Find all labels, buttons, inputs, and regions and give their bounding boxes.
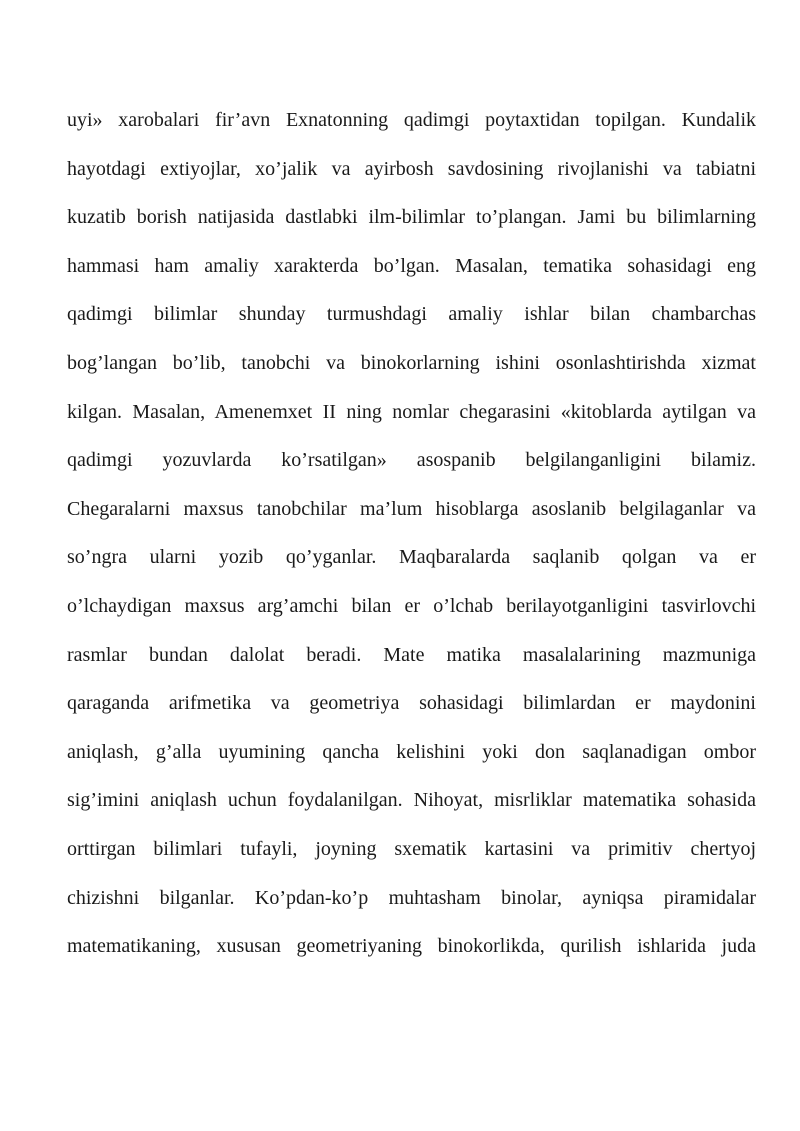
text-line: sig’imini aniqlash uchun foydalanilgan. Nihoyat, misrliklar matematika sohasida (67, 789, 756, 812)
body-text (67, 102, 756, 977)
text-line: hayotdagi extiyojlar, xo’jalik va ayirbosh savdosining rivojlanishi va tabiatni (67, 157, 756, 180)
text-line: uyi» xarobalari fir’avn Exnatonning qadimgi poytaxtidan topilgan. Kundalik (67, 109, 756, 131)
text-line: so’ngra ularni yozib qo’yganlar. Maqbaralarda saqlanib qolgan va er (67, 546, 756, 569)
text-line: aniqlash, g’alla uyumining qancha kelishini yoki don saqlanadigan ombor (67, 740, 756, 763)
text-line: o’lchaydigan maxsus arg’amchi bilan er o’lchab berilayotganligini tasvirlovchi (67, 594, 756, 617)
text-line: Chegaralarni maxsus tanobchilar ma’lum hisoblarga asoslanib belgilaganlar va (67, 497, 756, 520)
text-line: matematikaning, xususan geometriyaning binokorlikda, qurilish ishlarida juda (67, 935, 756, 958)
text-line: chizishni bilganlar. Ko’pdan-ko’p muhtasham binolar, ayniqsa piramidalar (67, 886, 756, 909)
text-line: hammasi ham amaliy xarakterda bo’lgan. Masalan, tematika sohasidagi eng (67, 254, 756, 277)
text-line: qaraganda arifmetika va geometriya sohasidagi bilimlardan er maydonini (67, 692, 756, 715)
text-line: kuzatib borish natijasida dastlabki ilm-bilimlar to’plangan. Jami bu bilimlarning (67, 206, 756, 229)
text-line: bog’langan bo’lib, tanobchi va binokorlarning ishini osonlashtirishda xizmat (67, 351, 756, 374)
text-line: rasmlar bundan dalolat beradi. Mate matika masalalarining mazmuniga (67, 643, 756, 666)
text-line: kilgan. Masalan, Amenemxet II ning nomlar chegarasini «kitoblarda aytilgan va (67, 400, 756, 423)
text-line: orttirgan bilimlari tufayli, joyning sxematik kartasini va primitiv chertyoj (67, 837, 756, 860)
text-line: qadimgi yozuvlarda ko’rsatilgan» asospanib belgilanganligini bilamiz. (67, 449, 756, 472)
text-line: qadimgi bilimlar shunday turmushdagi amaliy ishlar bilan chambarchas (67, 303, 756, 326)
